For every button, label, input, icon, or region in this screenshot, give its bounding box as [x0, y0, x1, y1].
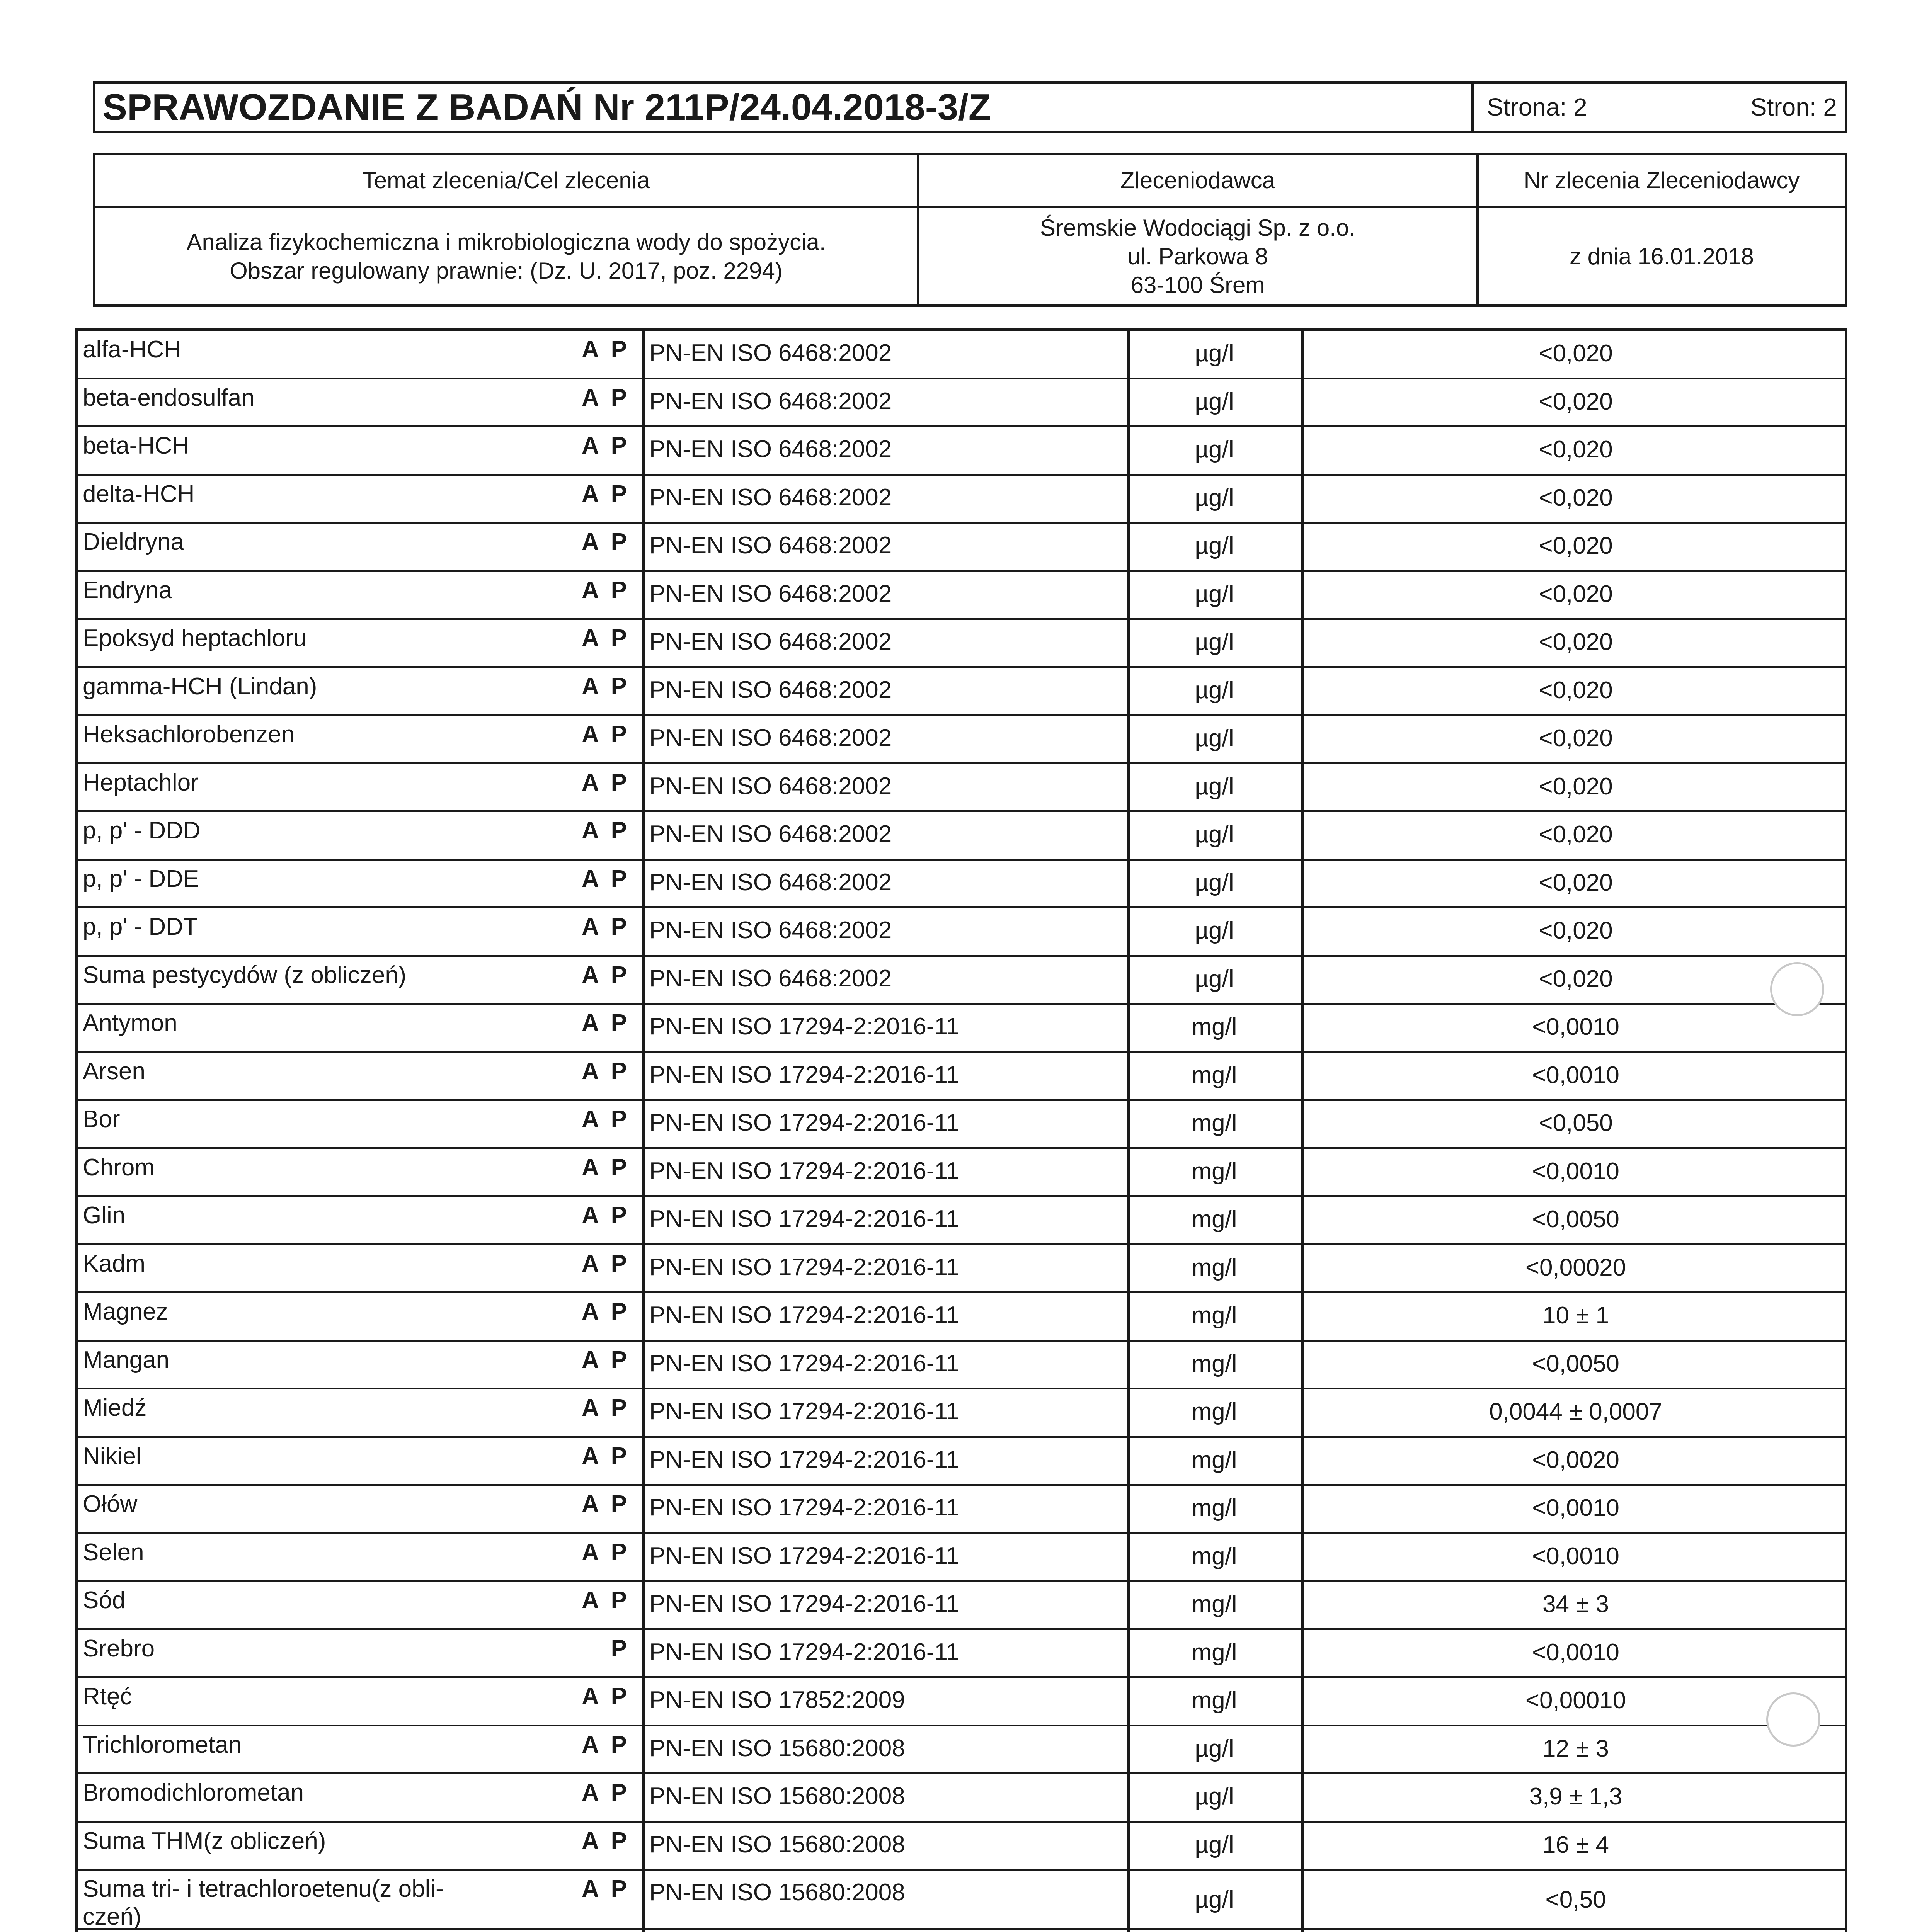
table-row [78, 476, 1845, 524]
test-method-line: PN-EN ISO 6468:2002 [649, 676, 892, 703]
accreditation-flags: A P [581, 1395, 630, 1421]
header-subject-cell [95, 155, 917, 304]
table-row [78, 1930, 1845, 1932]
table-row [78, 379, 1845, 428]
table-row [78, 524, 1845, 572]
test-method [646, 1678, 1125, 1725]
unit: µg/l [1195, 629, 1234, 655]
test-method-line: PN-EN ISO 6468:2002 [649, 388, 892, 415]
test-method-line: PN-EN ISO 17294-2:2016-11 [649, 1494, 959, 1521]
test-method [646, 1823, 1125, 1869]
unit: µg/l [1195, 965, 1234, 992]
parameter-name-line: Suma THM(z obliczeń) [83, 1827, 326, 1854]
parameter-name [83, 1774, 527, 1821]
test-method-line: PN-EN ISO 15680:2008 [649, 1831, 905, 1858]
table-row [78, 572, 1845, 620]
accreditation-flags: A P [581, 1442, 630, 1469]
unit: mg/l [1192, 1014, 1237, 1040]
accreditation-flags: A P [581, 1587, 630, 1614]
test-method [646, 1389, 1125, 1436]
parameter-name-line: gamma-HCH (Lindan) [83, 673, 317, 700]
accreditation-flags: A P [581, 1491, 630, 1517]
test-method [646, 1438, 1125, 1484]
result-value: <0,0010 [1532, 1543, 1619, 1570]
header-divider-2 [1476, 155, 1479, 304]
test-method-line: PN-EN ISO 17294-2:2016-11 [649, 1253, 959, 1281]
unit: µg/l [1195, 773, 1234, 800]
test-method-line: PN-EN ISO 17294-2:2016-11 [649, 1398, 959, 1425]
parameter-name-line: Bor [83, 1106, 120, 1133]
parameter-name [83, 1823, 527, 1869]
result-value: <0,020 [1539, 629, 1613, 655]
unit: µg/l [1195, 1886, 1234, 1913]
result-value: <0,020 [1539, 532, 1613, 559]
parameter-name [83, 957, 527, 1003]
unit: mg/l [1192, 1302, 1237, 1329]
parameter-name-line: Heptachlor [83, 769, 199, 796]
result-value: <0,00010 [1525, 1687, 1626, 1714]
table-row [78, 1438, 1845, 1486]
accreditation-flags: A P [581, 529, 630, 555]
result-value: <0,0050 [1532, 1206, 1619, 1233]
test-method-line: PN-EN ISO 17852:2009 [649, 1687, 905, 1713]
table-row [78, 1534, 1845, 1582]
parameter-name-line: Ołów [83, 1491, 138, 1517]
parameter-name [83, 1197, 527, 1243]
result-value: <0,020 [1539, 821, 1613, 848]
accreditation-flags: A P [581, 961, 630, 988]
test-method-line: PN-EN ISO 6468:2002 [649, 917, 892, 944]
test-method [646, 379, 1125, 426]
unit: µg/l [1195, 436, 1234, 463]
table-row [78, 1630, 1845, 1679]
test-method [646, 1101, 1125, 1147]
test-method [646, 331, 1125, 378]
test-method [646, 1930, 1125, 1932]
parameter-name-line: Srebro [83, 1635, 155, 1662]
table-row [78, 1774, 1845, 1823]
unit: µg/l [1195, 917, 1234, 944]
title-divider [1471, 84, 1474, 131]
result-value [1307, 1930, 1844, 1932]
result-value: <0,020 [1539, 773, 1613, 800]
test-method-line: PN-EN ISO 6468:2002 [649, 965, 892, 992]
accreditation-flags [534, 1930, 635, 1932]
punch-hole-mark [1766, 1692, 1820, 1747]
accreditation-flags: A P [581, 769, 630, 796]
parameter-name [83, 1293, 527, 1340]
parameter-name [83, 812, 527, 859]
accreditation-flags: A P [581, 336, 630, 363]
test-method [646, 620, 1125, 666]
test-method [646, 1342, 1125, 1388]
accreditation-flags: A P [581, 1058, 630, 1085]
header-client-label: Zleceniodawca [919, 155, 1476, 208]
parameter-name-line: p, p' - DDD [83, 817, 201, 844]
test-method [646, 1534, 1125, 1580]
result-value: <0,0010 [1532, 1495, 1619, 1521]
header-subject-line1: Analiza fizykochemiczna i mikrobiologiczna wody do spożycia. [186, 229, 826, 255]
table-row [78, 1678, 1845, 1726]
parameter-name-line: Kadm [83, 1250, 145, 1277]
result-value: <0,0010 [1532, 1014, 1619, 1040]
unit: mg/l [1192, 1158, 1237, 1185]
table-row [78, 1486, 1845, 1534]
test-method [646, 1197, 1125, 1243]
parameter-name [83, 1053, 527, 1099]
parameter-name [83, 331, 527, 378]
parameter-name [83, 1005, 527, 1051]
table-row [78, 427, 1845, 476]
unit: mg/l [1192, 1639, 1237, 1666]
parameter-name-line: beta-endosulfan [83, 384, 255, 411]
test-method [646, 957, 1125, 1003]
unit: µg/l [1195, 1831, 1234, 1858]
test-method [646, 1005, 1125, 1051]
test-method-line: PN-EN ISO 17294-2:2016-11 [649, 1542, 959, 1569]
test-method-line: PN-EN ISO 6468:2002 [649, 628, 892, 655]
test-method-line: PN-EN ISO 17294-2:2016-11 [649, 1109, 959, 1136]
unit: µg/l [1195, 1735, 1234, 1762]
table-row [78, 620, 1845, 668]
test-method [646, 716, 1125, 762]
test-method-line: PN-EN ISO 6468:2002 [649, 724, 892, 751]
test-method-line: PN-EN ISO 6468:2002 [649, 532, 892, 559]
unit: µg/l [1195, 821, 1234, 848]
accreditation-flags: A P [581, 1779, 630, 1806]
test-method-line: PN-EN ISO 6468:2002 [649, 484, 892, 511]
unit: µg/l [1195, 725, 1234, 752]
accreditation-flags: A P [581, 1683, 630, 1710]
test-method-line: PN-EN ISO 17294-2:2016-11 [649, 1638, 959, 1665]
accreditation-flags: A P [581, 1346, 630, 1373]
parameter-name [83, 379, 527, 426]
header-order-label: Nr zlecenia Zleceniodawcy [1479, 155, 1845, 208]
table-row [78, 1582, 1845, 1630]
test-method [646, 1245, 1125, 1292]
parameter-name-line: Chrom [83, 1154, 155, 1181]
header-subject-label: Temat zlecenia/Cel zlecenia [95, 155, 917, 208]
table-row [78, 908, 1845, 957]
table-row [78, 1726, 1845, 1775]
parameter-name [83, 1389, 527, 1436]
table-row [78, 1389, 1845, 1438]
result-value: <0,020 [1539, 869, 1613, 896]
punch-hole-mark [1770, 962, 1824, 1016]
parameter-name-line: czeń) [83, 1903, 141, 1930]
accreditation-flags: A P [581, 432, 630, 459]
parameter-name-line: Mangan [83, 1346, 170, 1373]
result-value: <0,020 [1539, 725, 1613, 752]
accreditation-flags: A P [581, 1298, 630, 1325]
unit: µg/l [1195, 532, 1234, 559]
parameter-name-line: Arsen [83, 1058, 145, 1085]
test-method [646, 764, 1125, 811]
test-method [646, 1486, 1125, 1532]
accreditation-flags: A P [581, 480, 630, 507]
test-method [646, 1726, 1125, 1773]
accreditation-flags: A P [581, 1154, 630, 1181]
header-client-line2: ul. Parkowa 8 [1127, 243, 1268, 269]
result-value: 12 ± 3 [1542, 1735, 1609, 1762]
test-method-line: PN-EN ISO 17294-2:2016-11 [649, 1350, 959, 1377]
test-method-line: PN-EN ISO 6468:2002 [649, 436, 892, 463]
parameter-name-line: Epoksyd heptachloru [83, 625, 307, 651]
parameter-name-line: Suma pestycydów (z obliczeń) [83, 961, 407, 988]
unit: mg/l [1192, 1543, 1237, 1570]
parameter-name-line: Antymon [83, 1010, 177, 1036]
parameter-name [83, 861, 527, 907]
parameter-name [83, 1149, 527, 1196]
result-value: <0,0020 [1532, 1446, 1619, 1473]
result-value: <0,020 [1539, 917, 1613, 944]
accreditation-flags: A P [581, 1731, 630, 1758]
parameter-name [83, 1342, 527, 1388]
accreditation-flags: A P [581, 577, 630, 604]
test-method [646, 572, 1125, 618]
unit: mg/l [1192, 1110, 1237, 1136]
test-method [646, 1630, 1125, 1677]
accreditation-flags: A P [581, 1106, 630, 1133]
result-value: <0,020 [1539, 965, 1613, 992]
unit: mg/l [1192, 1495, 1237, 1521]
test-method-line: PN-EN ISO 6468:2002 [649, 821, 892, 847]
accreditation-flags: A P [581, 721, 630, 748]
table-row [78, 764, 1845, 813]
table-row [78, 861, 1845, 909]
result-value: <0,020 [1539, 677, 1613, 704]
table-row [78, 1293, 1845, 1342]
header-client-line3: 63-100 Śrem [1130, 272, 1265, 298]
page-count: Stron: 2 [1750, 93, 1837, 121]
test-method-line: PN-EN ISO 6468:2002 [649, 580, 892, 607]
header-client-cell [919, 155, 1476, 304]
accreditation-flags: A P [581, 913, 630, 940]
test-method [646, 861, 1125, 907]
unit: µg/l [1195, 388, 1234, 415]
parameter-name [83, 1678, 527, 1725]
parameter-name-line: Suma tri- i tetrachloroetenu(z obli- [83, 1876, 444, 1902]
table-row [78, 1197, 1845, 1245]
test-method-line: PN-EN ISO 6468:2002 [649, 772, 892, 799]
result-value: <0,0050 [1532, 1350, 1619, 1377]
accreditation-flags: A P [581, 1010, 630, 1036]
result-value: 16 ± 4 [1542, 1831, 1609, 1858]
header-client-line1: Śremskie Wodociągi Sp. z o.o. [1040, 214, 1355, 241]
unit: µg/l [1195, 484, 1234, 511]
test-method [646, 668, 1125, 714]
unit: mg/l [1192, 1061, 1237, 1088]
parameter-name [83, 716, 527, 762]
unit: mg/l [1192, 1591, 1237, 1617]
parameter-name [83, 572, 527, 618]
table-row [78, 716, 1845, 764]
page-number: Strona: 2 [1487, 93, 1587, 121]
table-row [78, 1149, 1845, 1197]
unit: µg/l [1195, 580, 1234, 607]
parameter-name [83, 668, 527, 714]
parameter-name [83, 1630, 527, 1677]
results-table [75, 328, 1847, 1932]
accreditation-flags: A P [581, 1539, 630, 1566]
accreditation-flags: A P [581, 673, 630, 700]
accreditation-flags: A P [581, 1250, 630, 1277]
result-value: <0,020 [1539, 580, 1613, 607]
unit: mg/l [1192, 1206, 1237, 1233]
unit: mg/l [1192, 1398, 1237, 1425]
parameter-name [83, 1245, 527, 1292]
test-method [646, 908, 1125, 955]
parameter-name [83, 1582, 527, 1628]
header-order-date: z dnia 16.01.2018 [1569, 243, 1754, 269]
result-value: <0,020 [1539, 484, 1613, 511]
accreditation-flags: P [611, 1635, 630, 1662]
parameter-name-line: Endryna [83, 577, 172, 604]
test-method-line: PN-EN ISO 17294-2:2016-11 [649, 1446, 959, 1473]
unit [1129, 1930, 1299, 1932]
parameter-name-line: Sód [83, 1587, 126, 1614]
header-subject-line2: Obszar regulowany prawnie: (Dz. U. 2017, poz. 2294) [230, 257, 783, 284]
table-row [78, 1871, 1845, 1930]
parameter-name-line: Nikiel [83, 1442, 141, 1469]
parameter-name [83, 1101, 527, 1147]
parameter-name [83, 1726, 527, 1773]
test-method [646, 1053, 1125, 1099]
order-header-table [93, 153, 1847, 307]
test-method-line: PN-EN ISO 17294-2:2016-11 [649, 1013, 959, 1040]
accreditation-flags: A P [581, 865, 630, 892]
table-row [78, 1342, 1845, 1390]
result-value: <0,020 [1539, 388, 1613, 415]
parameter-name [83, 1871, 527, 1928]
parameter-name-line: p, p' - DDE [83, 865, 199, 892]
test-method-line: PN-EN ISO 17294-2:2016-11 [649, 1157, 959, 1184]
test-method [646, 1774, 1125, 1821]
result-value: 34 ± 3 [1542, 1591, 1609, 1617]
unit: mg/l [1192, 1446, 1237, 1473]
table-row [78, 1005, 1845, 1053]
unit: mg/l [1192, 1350, 1237, 1377]
parameter-name [83, 620, 527, 666]
result-value: 0,0044 ± 0,0007 [1489, 1398, 1662, 1425]
accreditation-flags: A P [581, 625, 630, 651]
test-method [646, 476, 1125, 522]
test-method [646, 524, 1125, 570]
header-order-cell [1479, 155, 1845, 304]
parameter-name-line: Selen [83, 1539, 144, 1566]
result-value: <0,0010 [1532, 1639, 1619, 1666]
test-method-line: PN-EN ISO 17294-2:2016-11 [649, 1206, 959, 1232]
parameter-name-line: Glin [83, 1202, 126, 1229]
test-method-line: PN-EN ISO 6468:2002 [649, 340, 892, 366]
unit: mg/l [1192, 1254, 1237, 1281]
parameter-name [83, 1930, 527, 1932]
table-row [78, 1245, 1845, 1294]
test-method-line: PN-EN ISO 17294-2:2016-11 [649, 1061, 959, 1088]
table-row [78, 812, 1845, 861]
table-row [78, 957, 1845, 1005]
parameter-name [83, 1534, 527, 1580]
test-method-line: PN-EN ISO 15680:2008 [649, 1879, 905, 1906]
test-method-line: PN-EN ISO 6468:2002 [649, 869, 892, 896]
table-row [78, 331, 1845, 379]
header-divider-1 [917, 155, 919, 304]
result-value: 3,9 ± 1,3 [1529, 1783, 1622, 1810]
test-method-line: PN-EN ISO 17294-2:2016-11 [649, 1590, 959, 1617]
test-method [646, 1871, 1125, 1928]
unit: µg/l [1195, 340, 1234, 367]
report-title-bar [93, 81, 1847, 133]
parameter-name-line: p, p' - DDT [83, 913, 198, 940]
unit: µg/l [1195, 869, 1234, 896]
table-row [78, 1823, 1845, 1871]
result-value: <0,50 [1545, 1886, 1606, 1913]
parameter-name-line: Dieldryna [83, 529, 184, 555]
unit: mg/l [1192, 1687, 1237, 1714]
parameter-name-line: beta-HCH [83, 432, 189, 459]
table-row [78, 1053, 1845, 1101]
result-value: 10 ± 1 [1542, 1302, 1609, 1329]
test-method [646, 1293, 1125, 1340]
result-value: <0,0010 [1532, 1061, 1619, 1088]
parameter-name [83, 908, 527, 955]
parameter-name-line: Heksachlorobenzen [83, 721, 295, 748]
parameter-name-line: Rtęć [83, 1683, 132, 1710]
accreditation-flags: A P [581, 1202, 630, 1229]
parameter-name-line: Miedź [83, 1395, 147, 1421]
test-method [646, 427, 1125, 474]
accreditation-flags: A P [581, 1827, 630, 1854]
parameter-name [83, 1438, 527, 1484]
accreditation-flags: A P [581, 1876, 630, 1902]
test-method [646, 1582, 1125, 1628]
unit: µg/l [1195, 677, 1234, 704]
parameter-name [83, 476, 527, 522]
result-value: <0,00020 [1525, 1254, 1626, 1281]
parameter-name [83, 524, 527, 570]
result-value: <0,0010 [1532, 1158, 1619, 1185]
accreditation-flags: A P [581, 817, 630, 844]
parameter-name-line: Magnez [83, 1298, 168, 1325]
parameter-name-line: Bromodichlorometan [83, 1779, 304, 1806]
test-method-line: PN-EN ISO 17294-2:2016-11 [649, 1302, 959, 1328]
result-value: <0,020 [1539, 436, 1613, 463]
accreditation-flags: A P [581, 384, 630, 411]
parameter-name [83, 764, 527, 811]
parameter-name [83, 427, 527, 474]
unit: µg/l [1195, 1783, 1234, 1810]
result-value: <0,020 [1539, 340, 1613, 367]
test-method [646, 812, 1125, 859]
table-row [78, 1101, 1845, 1149]
parameter-name-line: delta-HCH [83, 480, 195, 507]
parameter-name-line: Trichlorometan [83, 1731, 242, 1758]
parameter-name [83, 1486, 527, 1532]
table-row [78, 668, 1845, 716]
test-method-line: PN-EN ISO 15680:2008 [649, 1783, 905, 1810]
test-method [646, 1149, 1125, 1196]
test-method-line: PN-EN ISO 15680:2008 [649, 1735, 905, 1762]
result-value: <0,050 [1539, 1110, 1613, 1136]
report-title: SPRAWOZDANIE Z BADAŃ Nr 211P/24.04.2018-3/Z [102, 87, 991, 128]
parameter-name-line: alfa-HCH [83, 336, 181, 363]
